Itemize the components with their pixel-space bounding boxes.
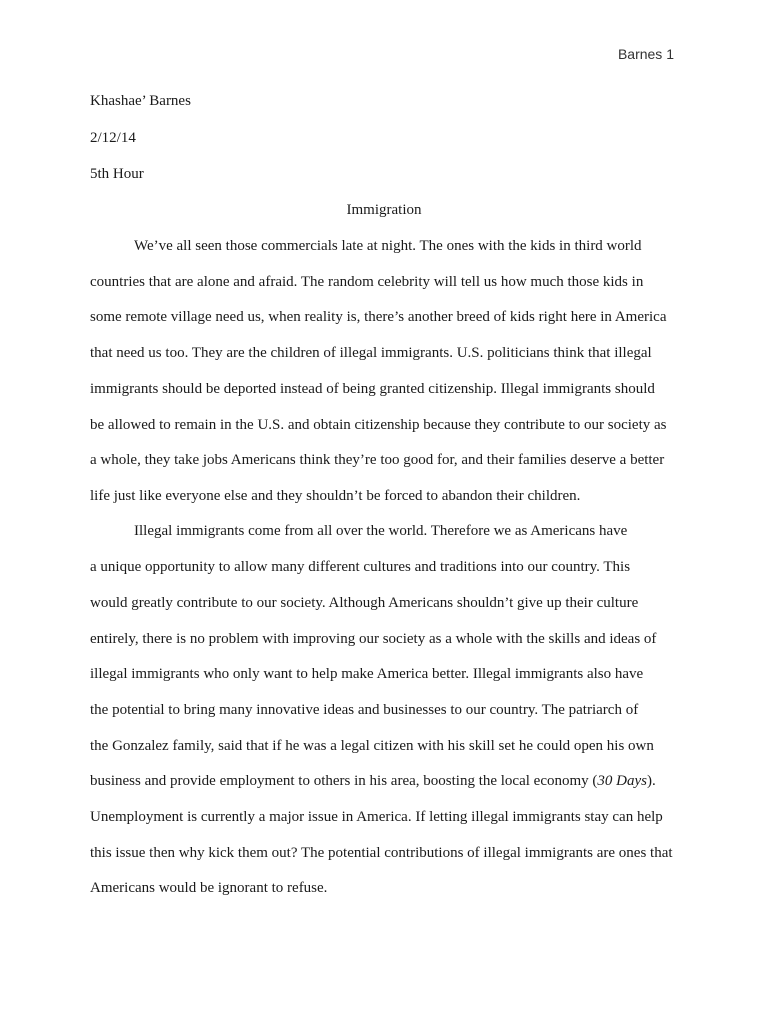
author-name: Khashae’ Barnes: [90, 93, 191, 109]
paragraph-line: Unemployment is currently a major issue in America. If letting illegal immigrants stay can help: [90, 809, 663, 825]
paragraph-line: Americans would be ignorant to refuse.: [90, 880, 328, 896]
paragraph-line: the potential to bring many innovative ideas and businesses to our country. The patriarch of: [90, 702, 639, 718]
paragraph-line: be allowed to remain in the U.S. and obtain citizenship because they contribute to our society as: [90, 417, 667, 433]
paragraph-line: the Gonzalez family, said that if he was a legal citizen with his skill set he could open his own: [90, 738, 654, 754]
paragraph-line: illegal immigrants who only want to help make America better. Illegal immigrants also have: [90, 666, 644, 682]
paragraph-line: that need us too. They are the children of illegal immigrants. U.S. politicians think that illegal: [90, 345, 652, 361]
essay-date: 2/12/14: [90, 130, 136, 146]
paragraph-line: We’ve all seen those commercials late at night. The ones with the kids in third world: [134, 238, 642, 254]
paragraph-line: immigrants should be deported instead of being granted citizenship. Illegal immigrants should: [90, 381, 655, 397]
paragraph-line: life just like everyone else and they shouldn’t be forced to abandon their children.: [90, 488, 581, 504]
running-header-page-number: Barnes 1: [617, 46, 674, 62]
paragraph-line: a unique opportunity to allow many different cultures and traditions into our country. This: [90, 559, 631, 575]
paragraph-line: a whole, they take jobs Americans think they’re too good for, and their families deserve a better: [90, 452, 665, 468]
class-period: 5th Hour: [90, 166, 144, 182]
citation-close: ).: [646, 773, 656, 789]
paragraph-line: countries that are alone and afraid. The random celebrity will tell us how much those kids in: [90, 274, 644, 290]
paragraph-line: would greatly contribute to our society. Although Americans shouldn’t give up their culture: [90, 595, 639, 611]
paragraph-line-text: business and provide employment to others in his area, boosting the local economy (: [90, 773, 598, 789]
citation-title: 30 Days: [597, 773, 647, 789]
paragraph-line: Illegal immigrants come from all over the world. Therefore we as Americans have: [134, 523, 628, 539]
paragraph-line-with-citation: [90, 772, 680, 790]
essay-title: Immigration: [346, 202, 422, 218]
paragraph-line: some remote village need us, when reality is, there’s another breed of kids right here in America: [90, 309, 667, 325]
paragraph-line: this issue then why kick them out? The potential contributions of illegal immigrants are ones that: [90, 845, 673, 861]
paragraph-line: entirely, there is no problem with improving our society as a whole with the skills and ideas of: [90, 631, 657, 647]
